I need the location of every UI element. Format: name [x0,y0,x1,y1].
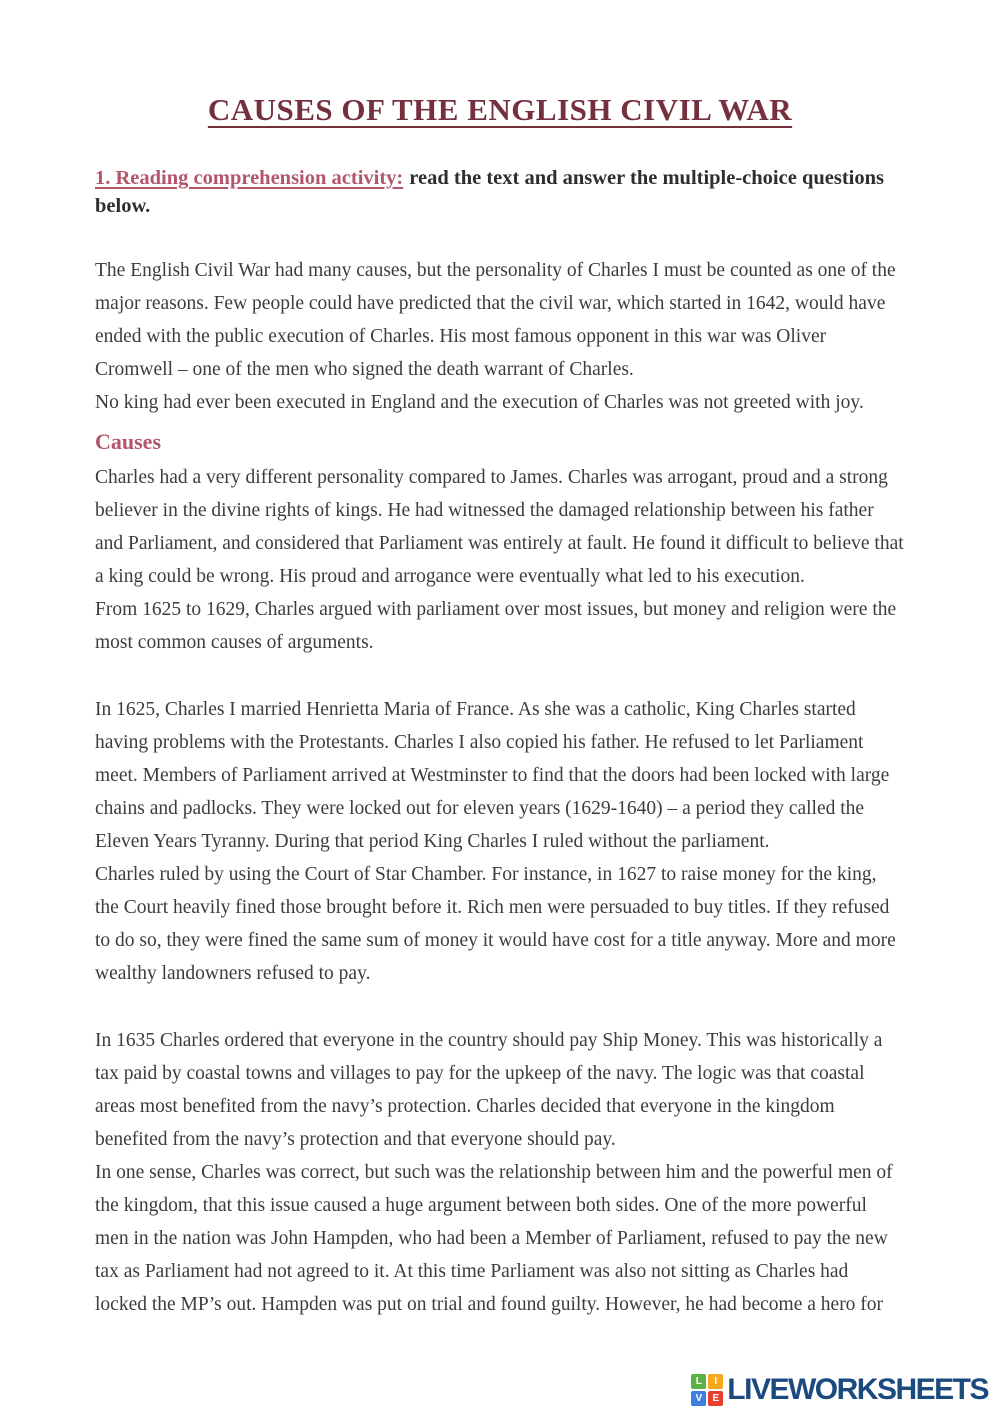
article-body [95,254,905,1321]
article-paragraph: The English Civil War had many causes, but the personality of Charles I must be counted as one of the major reasons. Few people could have predicted that the civil war, which started in 1642, would have ended with the public execution of Charles. His most famous opponent in this war was Oliver Cromwell – one of the men who signed the death warrant of Charles. [95,260,896,380]
article-paragraph: From 1625 to 1629, Charles argued with parliament over most issues, but money and religion were the most common causes of arguments. [95,599,897,653]
article-paragraph: Charles ruled by using the Court of Star Chamber. For instance, in 1627 to raise money for the king, the Court heavily fined those brought before it. Rich men were persuaded to buy titles. If they refused to do so, they were fined the same sum of money it would have cost for a title anyway. More and more wealthy landowners refused to pay. [95,864,896,984]
activity-heading [95,164,905,220]
article-paragraph: In one sense, Charles was correct, but such was the relationship between him and the powerful men of the kingdom, that this issue caused a huge argument between both sides. One of the more powerful men in the nation was John Hampden, who had been a Member of Parliament, refused to pay the new tax as Parliament had not agreed to it. At this time Parliament was also not sitting as Charles had locked the MP’s out. Hampden was put on trial and found guilty. However, he had become a hero for [95,1162,893,1315]
section-heading-causes: Causes [95,429,162,454]
article-paragraph: In 1635 Charles ordered that everyone in the country should pay Ship Money. This was historically a tax paid by coastal towns and villages to pay for the upkeep of the navy. The logic was that coastal areas most benefited from the navy’s protection. Charles decided that everyone in the kingdom benefited from the navy’s protection and that everyone should pay. [95,1030,883,1150]
page-footer [691,1373,988,1407]
logo-square-l: L [691,1374,706,1389]
liveworksheets-logo-icon [691,1374,723,1406]
article-paragraph: No king had ever been executed in England and the execution of Charles was not greeted with joy. [95,392,864,413]
logo-square-v: V [691,1391,706,1406]
activity-heading-label: 1. Reading comprehension activity: [95,167,404,189]
activity-heading-instructions: read the text and answer the multiple-choice questions below. [95,167,884,217]
article-paragraph: Charles had a very different personality compared to James. Charles was arrogant, proud and a strong believer in the divine rights of kings. He had witnessed the damaged relationship between his father and Parliament, and considered that Parliament was entirely at fault. He found it difficult to believe that a king could be wrong. His proud and arrogance were eventually what led to his execution. [95,467,904,587]
page-title: CAUSES OF THE ENGLISH CIVIL WAR [207,92,793,127]
logo-square-i: I [708,1374,723,1389]
article-paragraph: In 1625, Charles I married Henrietta Maria of France. As she was a catholic, King Charles started having problems with the Protestants. Charles I also copied his father. He refused to let Parliament meet. Members of Parliament arrived at Westminster to find that the doors had been locked with large chains and padlocks. They were locked out for eleven years (1629-1640) – a period they called the Eleven Years Tyranny. During that period King Charles I ruled without the parliament. [95,699,890,852]
liveworksheets-wordmark: LIVEWORKSHEETS [727,1373,988,1406]
logo-square-e: E [708,1391,723,1406]
liveworksheets-logo[interactable] [691,1373,988,1407]
